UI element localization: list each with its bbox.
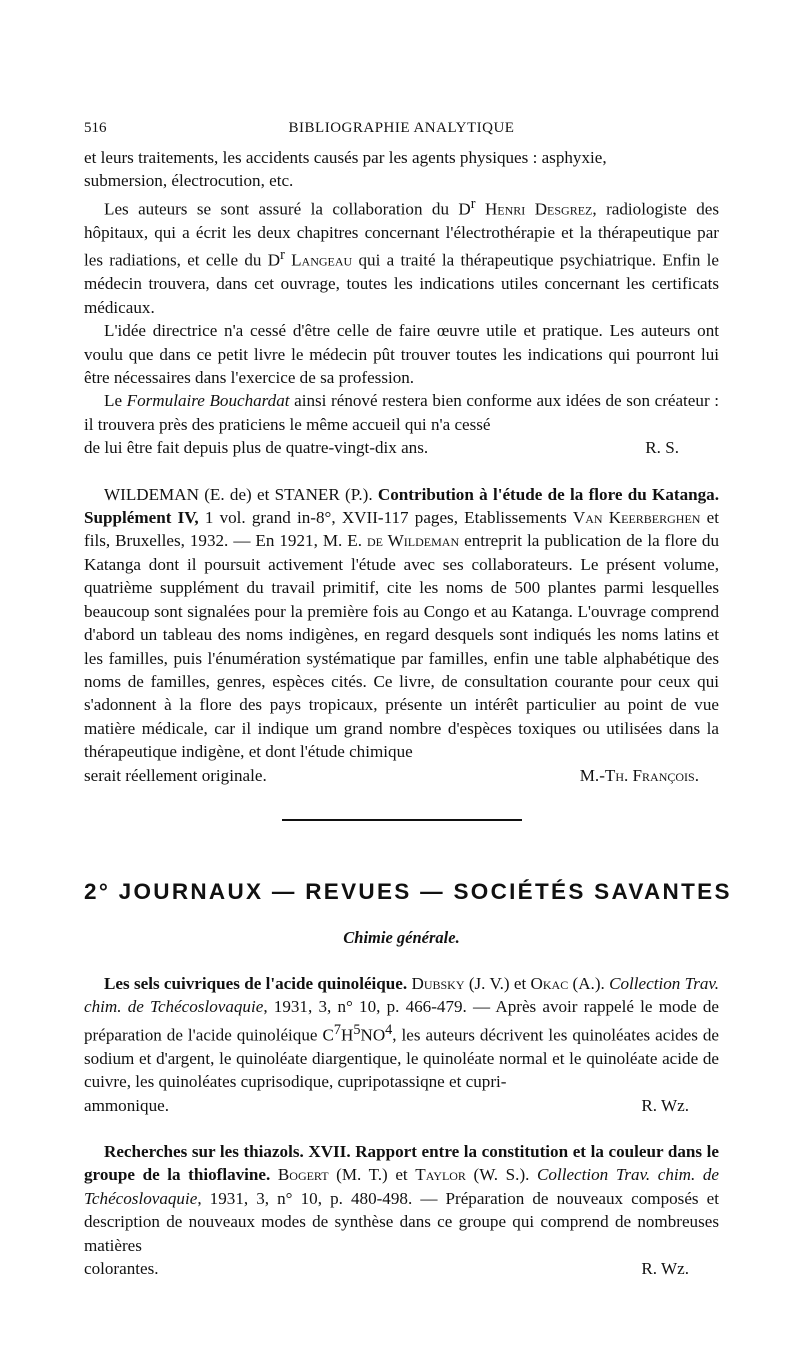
paragraph: Recherches sur les thiazols. XVII. Rapport entre la constitution et la couleur dans le groupe de la thioflavine. Bogert (M. T.) et Taylor (W. S.). Collection Trav. chim. de Tchécoslovaquie, 1931, 3, n° 10, p. 480-498. — Préparation de nouveaux composés et description de nouveaux modes de synthèse dans ce groupe qui comprend de nombreuses matières [84,1142,719,1255]
author-name: Langeau [291,251,353,270]
document-page [84,120,732,1281]
review-bouchardat [84,146,719,460]
signature: M.-Th. François. [579,765,699,785]
entry-title: Contribution à l'étude de la flore du Katanga. Supplément IV, [84,484,719,528]
journal-title: Collection Trav. chim. de Tchécoslovaquie [84,973,719,1017]
author-name: Okac [530,973,569,993]
abstract-quinoleique [84,972,719,1117]
last-line: de lui être fait depuis plus de quatre-vingt-dix ans. R. S. [84,436,719,459]
page-header [84,120,719,146]
author-name: Bogert [270,1165,329,1185]
authors: WILDEMAN (E. de) et STANER (P.). [104,484,378,504]
author-name: de Wildeman [366,531,460,551]
journal-title: Collection Trav. chim. de Tchécoslovaquie [84,1165,719,1208]
abstract-thiazols [84,1140,719,1280]
page-number: 516 [84,120,107,136]
paragraph: Les auteurs se sont assuré la collaboration du $D^r$ Henri Desgrez, radiologiste des hôpitaux, qui a écrit les deux chapitres concernant l'électrothérapie et la thérapeutique par les radiations, et celle du $D^r$ Langeau qui a traité la thérapeutique psychiatrique. Enfin le médecin trouvera, dans cet ouvrage, toutes les indications utiles concernant les certificats médicaux. [84,195,719,317]
signature: R. Wz. [641,1259,689,1279]
paragraph: WILDEMAN (E. de) et STANER (P.). Contribution à l'étude de la flore du Katanga. Supplément IV, 1 vol. grand in-8°, XVII-117 pages, Etablissements Van Keerberghen et fils, Bruxelles, 1932. — En 1921, M. E. de Wildeman entreprit la publication de la flore du Katanga dont il poursuit activement l'étude avec ses collaborateurs. Le présent volume, quatrième supplément du travail primitif, cite les noms de 500 plantes parmi lesquelles beaucoup sont signalées pour la première fois au Congo et au Katanga. L'ouvrage comprend d'abord un tableau des noms indigènes, en regard desquels sont indiqués les noms latins et les familles, puis l'énumération systématique par familles, enfin une table alphabétique des noms de familles, genres, espèces cités. Ce livre, de consultation courante pour ceux qui s'adonnent à la flore des pays tropicaux, présente un intérêt particulier au point de vue matière médicale, car il indique um grand nombre d'espèces toxiques ou utilisées dans la thérapeutique indigène, et dont l'étude chimique [84,484,720,762]
running-title: BIBLIOGRAPHIE ANALYTIQUE [288,120,515,136]
signature: R. S. [645,438,679,458]
paragraph: L'idée directrice n'a cessé d'être celle de faire œuvre utile et pratique. Les auteurs ont voulu que dans ce petit livre le médecin pût trouver toutes les indications qui pourront lui être nécessaires dans l'exercice de sa profession. [84,321,719,388]
publisher: Van Keerberghen [572,508,701,528]
book-title: Formulaire Bouchardat [126,391,290,411]
section-divider [282,819,522,821]
entry-title: Les sels cuivriques de l'acide quinoléique. [104,973,408,993]
author-name: Dubsky [407,973,465,993]
section-heading: 2° JOURNAUX — REVUES — SOCIÉTÉS SAVANTES [84,878,732,904]
entry-title: Recherches sur les thiazols. XVII. Rapport entre la constitution et la couleur dans le groupe de la thioflavine. [84,1142,719,1185]
signature: R. Wz. [641,1095,689,1115]
last-line: serait réellement originale. M.-Th. François. [84,764,719,787]
author-name: Taylor [415,1165,466,1185]
author-name: Henri Desgrez [484,199,593,219]
subsection-heading: Chimie générale. [343,927,460,947]
review-wildeman [84,483,719,787]
paragraph: Les sels cuivriques de l'acide quinoléique. Dubsky (J. V.) et Okac (A.). Collection Trav. chim. de Tchécoslovaquie, 1931, 3, n° 10, p. 466-479. — Après avoir rappelé le mode de préparation de l'acide quinoléique $C^7H^5NO^4$, les auteurs décrivent les quinoléates acides de sodium et d'argent, le quinoléate diargentique, le quinoléate normal et le quinoléate acide de cuivre, les quinoléates cuprisodique, cupripotassiqne et cupri- [84,973,719,1092]
text-line: et leurs traitements, les accidents causés par les agents physiques : asphyxie, [84,148,607,167]
paragraph: Le Formulaire Bouchardat ainsi rénové restera bien conforme aux idées de son créateur : il trouvera près des praticiens le même accueil qui n'a cessé [84,391,719,434]
last-line: ammonique. R. Wz. [84,1094,719,1117]
text-line: submersion, électrocution, etc. [84,171,294,191]
last-line: colorantes. R. Wz. [84,1257,719,1280]
